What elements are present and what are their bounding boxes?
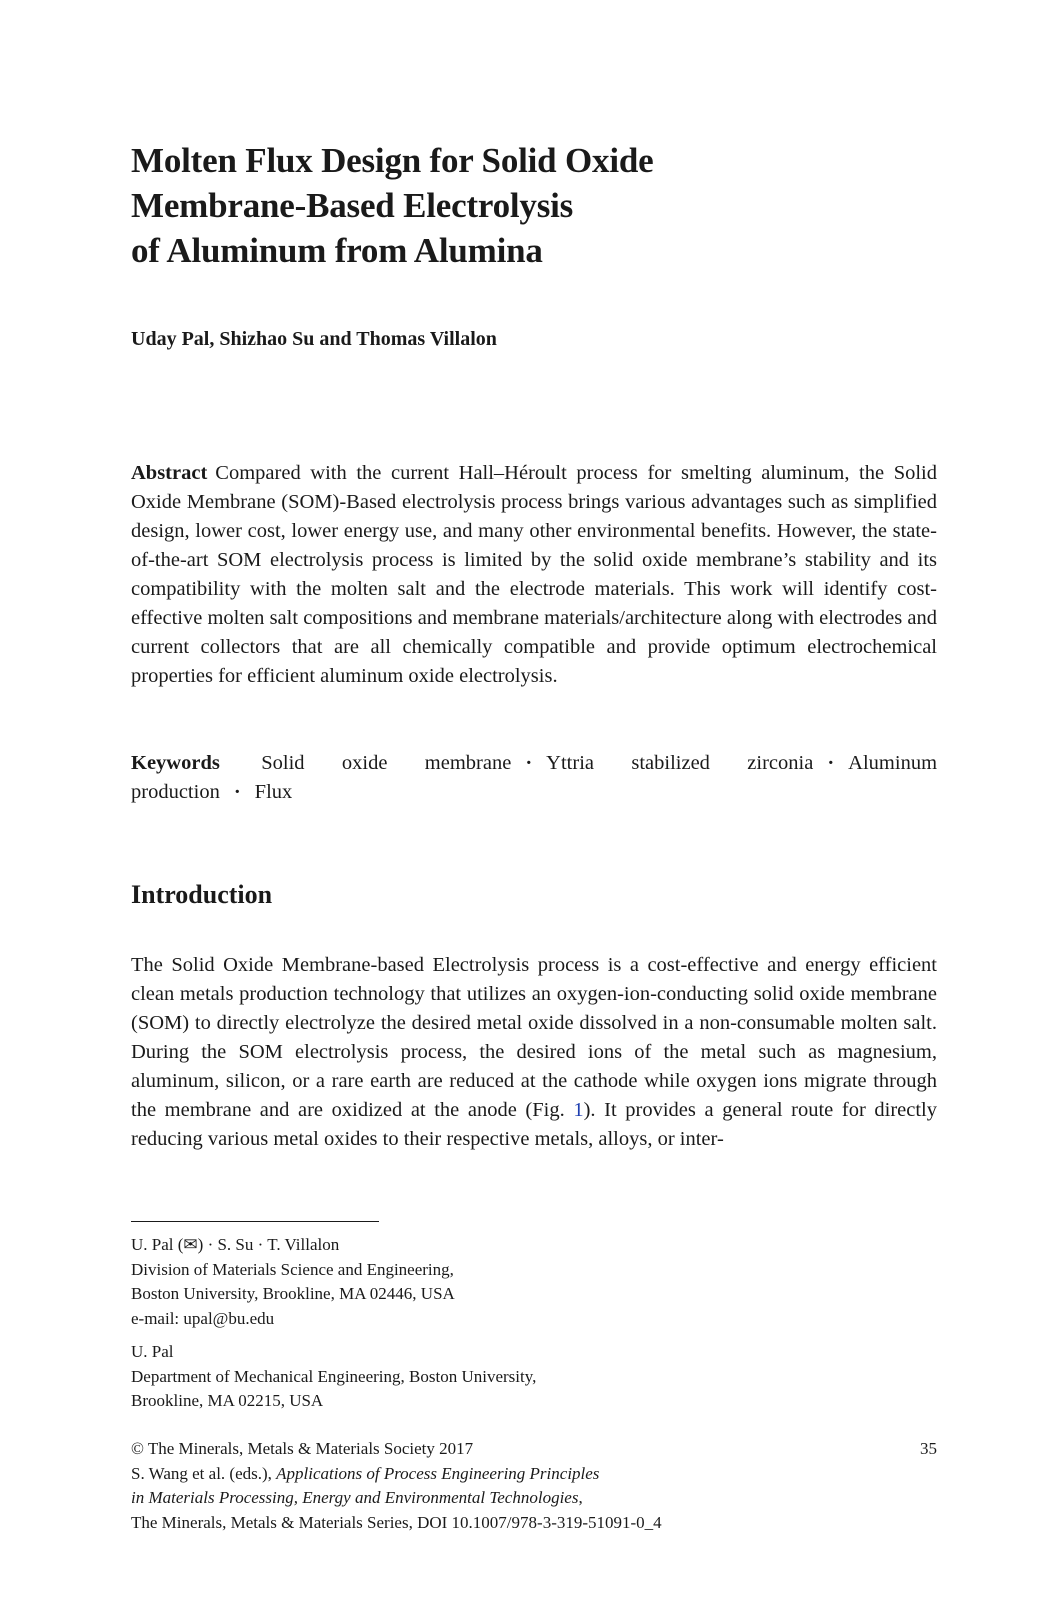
intro-text: The Solid Oxide Membrane-based Electrolysis process is a cost-effective and energy efficient clean metals production technology that utilizes an oxygen-ion-conducting solid oxide membrane (SOM) to directly electrolyze the desired metal oxide dissolved in a non-consumable molten salt. During the SOM electrolysis process, the desired ions of the metal such as magnesium, aluminum, silicon, or a rare earth are reduced at the cathode while oxygen ions migrate through the membrane and are oxidized at the anode (Fig. (131, 954, 937, 1121)
citation-line (131, 1462, 937, 1487)
abstract-text: Compared with the current Hall–Héroult process for smelting aluminum, the Solid Oxide Membrane (SOM)-Based electrolysis process brings various advantages such as simplified design, lower cost, lower energy use, and many other environmental benefits. However, the state-of-the-art SOM electrolysis process is limited by the solid oxide membrane’s stability and its compatibility with the molten salt and the electrode materials. This work will identify cost-effective molten salt compositions and membrane materials/architecture along with electrodes and current collectors that are all chemically compatible and provide optimum electrochemical properties for efficient aluminum oxide electrolysis. (131, 462, 937, 687)
affiliation-line: Department of Mechanical Engineering, Boston University, (131, 1366, 537, 1386)
author-list: Uday Pal, Shizhao Su and Thomas Villalon (131, 328, 497, 350)
keyword-item: Solid oxide membrane (261, 752, 512, 774)
keywords-label: Keywords (131, 752, 220, 774)
paper-title (131, 138, 937, 273)
affiliation-block (131, 1233, 937, 1331)
affiliation-authors: U. Pal (131, 1342, 174, 1361)
title-line: Molten Flux Design for Solid Oxide (131, 141, 654, 180)
book-title: Applications of Process Engineering Principles (276, 1463, 600, 1483)
affiliation-line: Boston University, Brookline, MA 02446, USA (131, 1284, 455, 1303)
affiliation-line: Division of Materials Science and Engineering, (131, 1259, 454, 1279)
copyright-text: © The Minerals, Metals & Materials Society 2017 (131, 1439, 474, 1458)
keyword-separator: · (525, 752, 533, 774)
abstract-label: Abstract (131, 462, 208, 484)
citation-line (131, 1486, 937, 1511)
section-heading-introduction: Introduction (131, 880, 273, 909)
doi-line: The Minerals, Metals & Materials Series, DOI 10.1007/978-3-319-51091-0_4 (131, 1512, 662, 1532)
citation-text: , (578, 1488, 583, 1507)
keywords (131, 749, 937, 807)
affiliation-email: e-mail: upal@bu.edu (131, 1308, 275, 1328)
copyright-block (131, 1437, 937, 1535)
copyright-line (131, 1437, 937, 1462)
figure-reference-link[interactable]: 1 (573, 1099, 584, 1121)
keyword-separator: · (233, 781, 241, 803)
introduction-paragraph (131, 951, 937, 1154)
intro-text: ). It provides a general route for directly reducing various metal oxides to their respective metals, alloys, or inter- (131, 1099, 937, 1150)
page-number: 35 (920, 1439, 937, 1458)
title-line: of Aluminum from Alumina (131, 231, 543, 270)
citation-text: S. Wang et al. (eds.), (131, 1463, 277, 1483)
affiliation-block (131, 1340, 937, 1414)
keyword-item: Aluminum production (131, 752, 938, 803)
abstract (131, 459, 937, 691)
book-title: in Materials Processing, Energy and Environmental Technologies (131, 1488, 579, 1507)
keyword-separator: · (827, 752, 835, 774)
keyword-item: Flux (254, 781, 293, 803)
title-line: Membrane-Based Electrolysis (131, 186, 574, 225)
keyword-item: Yttria stabilized zirconia (546, 752, 814, 774)
footnote-divider (131, 1221, 379, 1222)
affiliation-line: Brookline, MA 02215, USA (131, 1391, 324, 1410)
affiliation-authors: U. Pal (✉) · S. Su · T. Villalon (131, 1235, 340, 1254)
